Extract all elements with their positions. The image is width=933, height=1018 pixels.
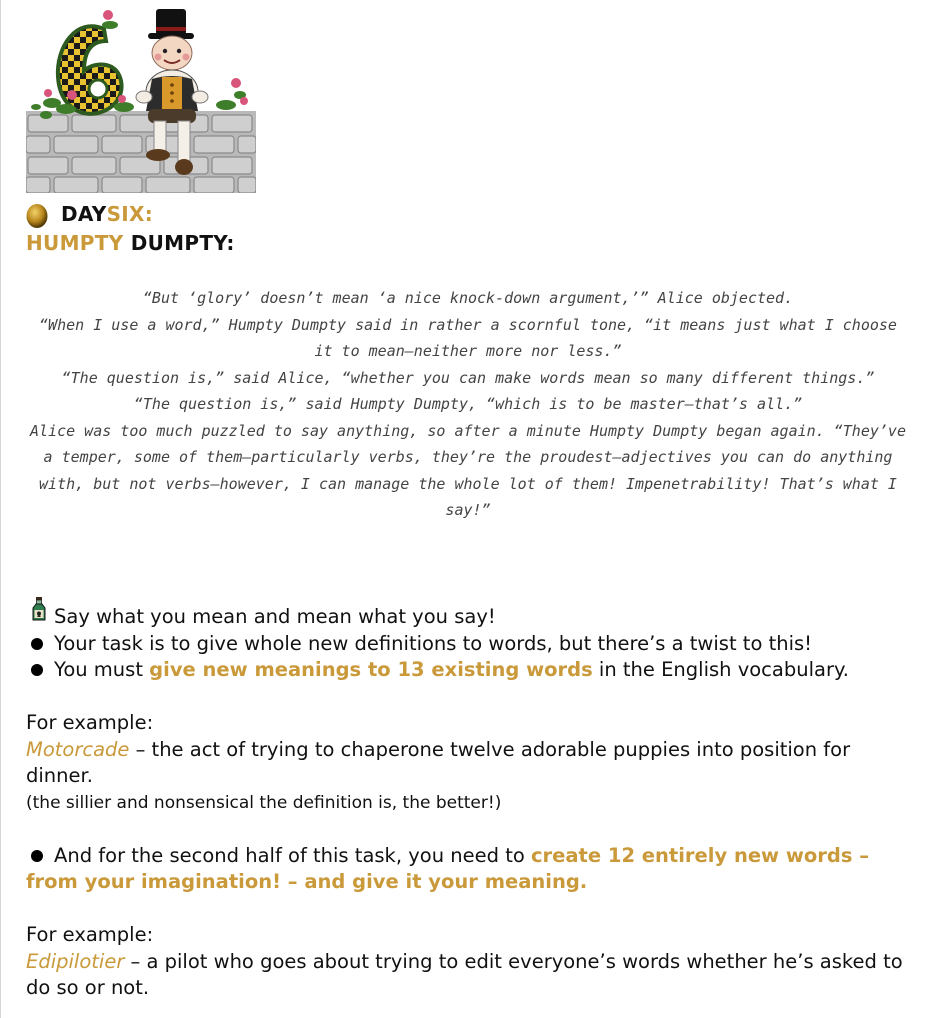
title-humpty: HUMPTY (26, 231, 124, 255)
example-label: For example: (26, 711, 154, 734)
bullet-icon (26, 843, 54, 869)
quote-block (29, 285, 907, 524)
title-dumpty: DUMPTY: (123, 231, 235, 255)
title-six: SIX: (106, 202, 154, 226)
quote-line: Alice was too much puzzled to say anything, so after a minute Humpty Dumpty began again. “They’ve a temper, some of them—particularly verbs, they’re the proudest—adjectives you can do anything with, but not verbs—however, I can manage the whole lot of them! Impenetrability! That’s what I say!” (30, 421, 906, 519)
golden-egg-icon (26, 202, 48, 228)
second-task: And for the second half of this task, you need to create 12 entirely new words – from your imagination! – and give it your meaning. (26, 843, 869, 893)
example-definition: Edipilotier – a pilot who goes about trying to edit everyone’s words whether he’s asked to do so or not. (26, 949, 903, 999)
quote-line: “But ‘glory’ doesn’t mean ‘a nice knock-down argument,’” Alice objected. (142, 289, 794, 307)
intro-line-2: Your task is to give whole new definitions to words, but there’s a twist to this! (54, 631, 812, 655)
new-words-highlight: create 12 entirely new words – from your imagination! – and give it your meaning. (26, 843, 869, 893)
example-word: Motorcade (26, 737, 130, 761)
title-day: DAY (61, 202, 107, 226)
potion-bottle-icon (26, 604, 54, 630)
quote-line: “The question is,” said Alice, “whether you can make words mean so many different things.” (61, 368, 875, 387)
bullet-icon (26, 631, 54, 657)
bullet-icon (26, 657, 54, 683)
quote-line: “The question is,” said Humpty Dumpty, “which is to be master—that’s all.” (133, 395, 803, 413)
intro-line-3: You must give new meanings to 13 existing words in the English vocabulary. (54, 658, 849, 681)
quote-line: “When I use a word,” Humpty Dumpty said in rather a scornful tone, “it means just what I choose it to mean—neither more nor less.” (39, 315, 897, 360)
task-instructions (26, 604, 916, 1002)
example-label: For example: (26, 923, 154, 946)
example-word: Edipilotier (26, 949, 125, 973)
existing-words-highlight: give new meanings to 13 existing words (149, 658, 593, 681)
humpty-dumpty-illustration (26, 7, 256, 193)
example-definition: Motorcade – the act of trying to chaperone twelve adorable puppies into position for dinner. (26, 737, 851, 787)
page-title (26, 200, 235, 258)
example-note: (the sillier and nonsensical the definition is, the better!) (26, 792, 502, 813)
intro-line-1: Say what you mean and mean what you say! (54, 605, 496, 628)
